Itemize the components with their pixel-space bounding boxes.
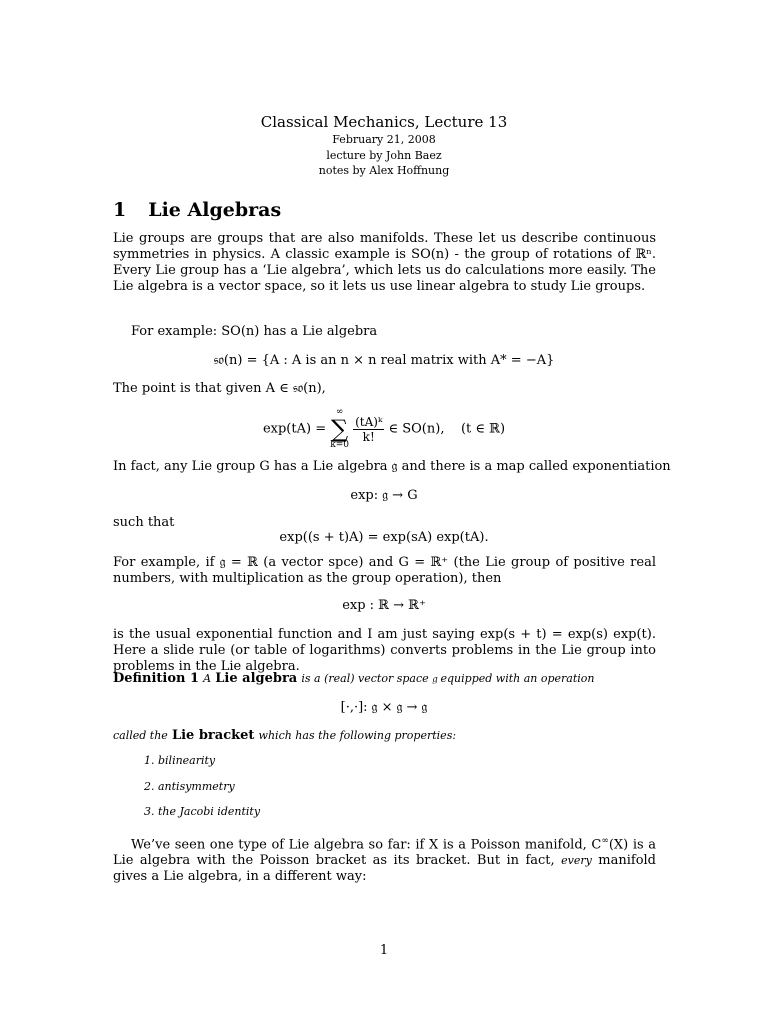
section-number: 1 <box>113 199 127 221</box>
equation-exp-series <box>0 408 768 450</box>
closing-part3: manifold gives a Lie algebra, in a different way: <box>113 853 657 885</box>
definition-post: is a (real) vector space 𝔤 equipped with an operation <box>301 672 595 685</box>
definition-pre: A <box>203 672 212 685</box>
equation-so-n: 𝔰𝔬(n) = {A : A is an n × n real matrix with A* = −A} <box>213 353 555 368</box>
usual-paragraph: is the usual exponential function and I am just saying exp(s + t) = exp(s) exp(t). Here a slide rule (or table of logarithms) converts problems in the Lie group into problems in the Lie algebra. <box>113 627 656 674</box>
definition-term: Lie algebra <box>215 671 298 686</box>
intro-paragraph: Lie groups are groups that are also manifolds. These let us describe continuous symmetries in physics. A classic example is SO(n) - the group of rotations of ℝⁿ. Every Lie group has a ‘Lie algebra’, which lets us do calculations more easily. The Lie algebra is a vector space, so it lets us use linear algebra to study Lie groups. <box>113 231 656 294</box>
fraction-denominator: k! <box>362 429 375 444</box>
point-line: The point is that given A ∈ 𝔰𝔬(n), <box>113 381 326 396</box>
called-term: Lie bracket <box>171 728 255 743</box>
closing-part2: (X) is a Lie algebra with the Poisson bracket as its bracket. But in fact, <box>113 837 656 869</box>
sum-upper-limit: ∞ <box>335 407 344 417</box>
paper-date: February 21, 2008 <box>332 133 436 146</box>
sum-sign: ∑ <box>331 415 349 443</box>
closing-paragraph <box>113 833 656 885</box>
called-post: which has the following properties: <box>258 729 457 742</box>
paper-lecturer: lecture by John Baez <box>326 149 442 162</box>
page-number: 1 <box>379 943 389 958</box>
definition-line <box>113 671 595 686</box>
exp-lhs: exp(tA) = <box>262 421 327 437</box>
example2-paragraph: For example, if 𝔤 = ℝ (a vector spce) and G = ℝ⁺ (the Lie group of positive real numbers, with multiplication as the group operation), then <box>113 555 656 586</box>
sum-lower-limit: k=0 <box>330 440 349 450</box>
fact-line: In fact, any Lie group G has a Lie algebra 𝔤 and there is a map called exponentiation <box>113 459 671 474</box>
section-title: Lie Algebras <box>148 199 282 221</box>
section-heading <box>113 199 281 221</box>
equation-exp-real: exp : ℝ → ℝ⁺ <box>342 598 426 613</box>
series-term-fraction <box>353 415 384 444</box>
property-item: 1. bilinearity <box>144 754 216 767</box>
closing-part1: We’ve seen one type of Lie algebra so far: if X is a Poisson manifold, C <box>131 837 602 853</box>
called-line <box>113 728 456 743</box>
paper-title: Classical Mechanics, Lecture 13 <box>260 113 508 131</box>
fraction-numerator: (tA)ᵏ <box>355 414 383 429</box>
example-intro: For example: SO(n) has a Lie algebra <box>131 324 378 339</box>
such-that-label: such that <box>113 515 175 530</box>
closing-sup: ∞ <box>601 836 609 846</box>
paper-notes-author: notes by Alex Hoffnung <box>318 164 450 177</box>
equation-homomorphism: exp((s + t)A) = exp(sA) exp(tA). <box>279 530 489 545</box>
exp-rhs: ∈ SO(n), (t ∈ ℝ) <box>388 421 506 437</box>
definition-label: Definition 1 <box>113 671 200 686</box>
property-item: 2. antisymmetry <box>144 780 235 793</box>
equation-exp-map: exp: 𝔤 → G <box>350 488 418 503</box>
equation-lie-bracket: [·,·]: 𝔤 × 𝔤 → 𝔤 <box>340 700 428 715</box>
property-item: 3. the Jacobi identity <box>144 805 261 818</box>
called-pre: called the <box>113 729 168 742</box>
sum-symbol <box>330 408 349 450</box>
closing-every: every <box>561 854 592 868</box>
